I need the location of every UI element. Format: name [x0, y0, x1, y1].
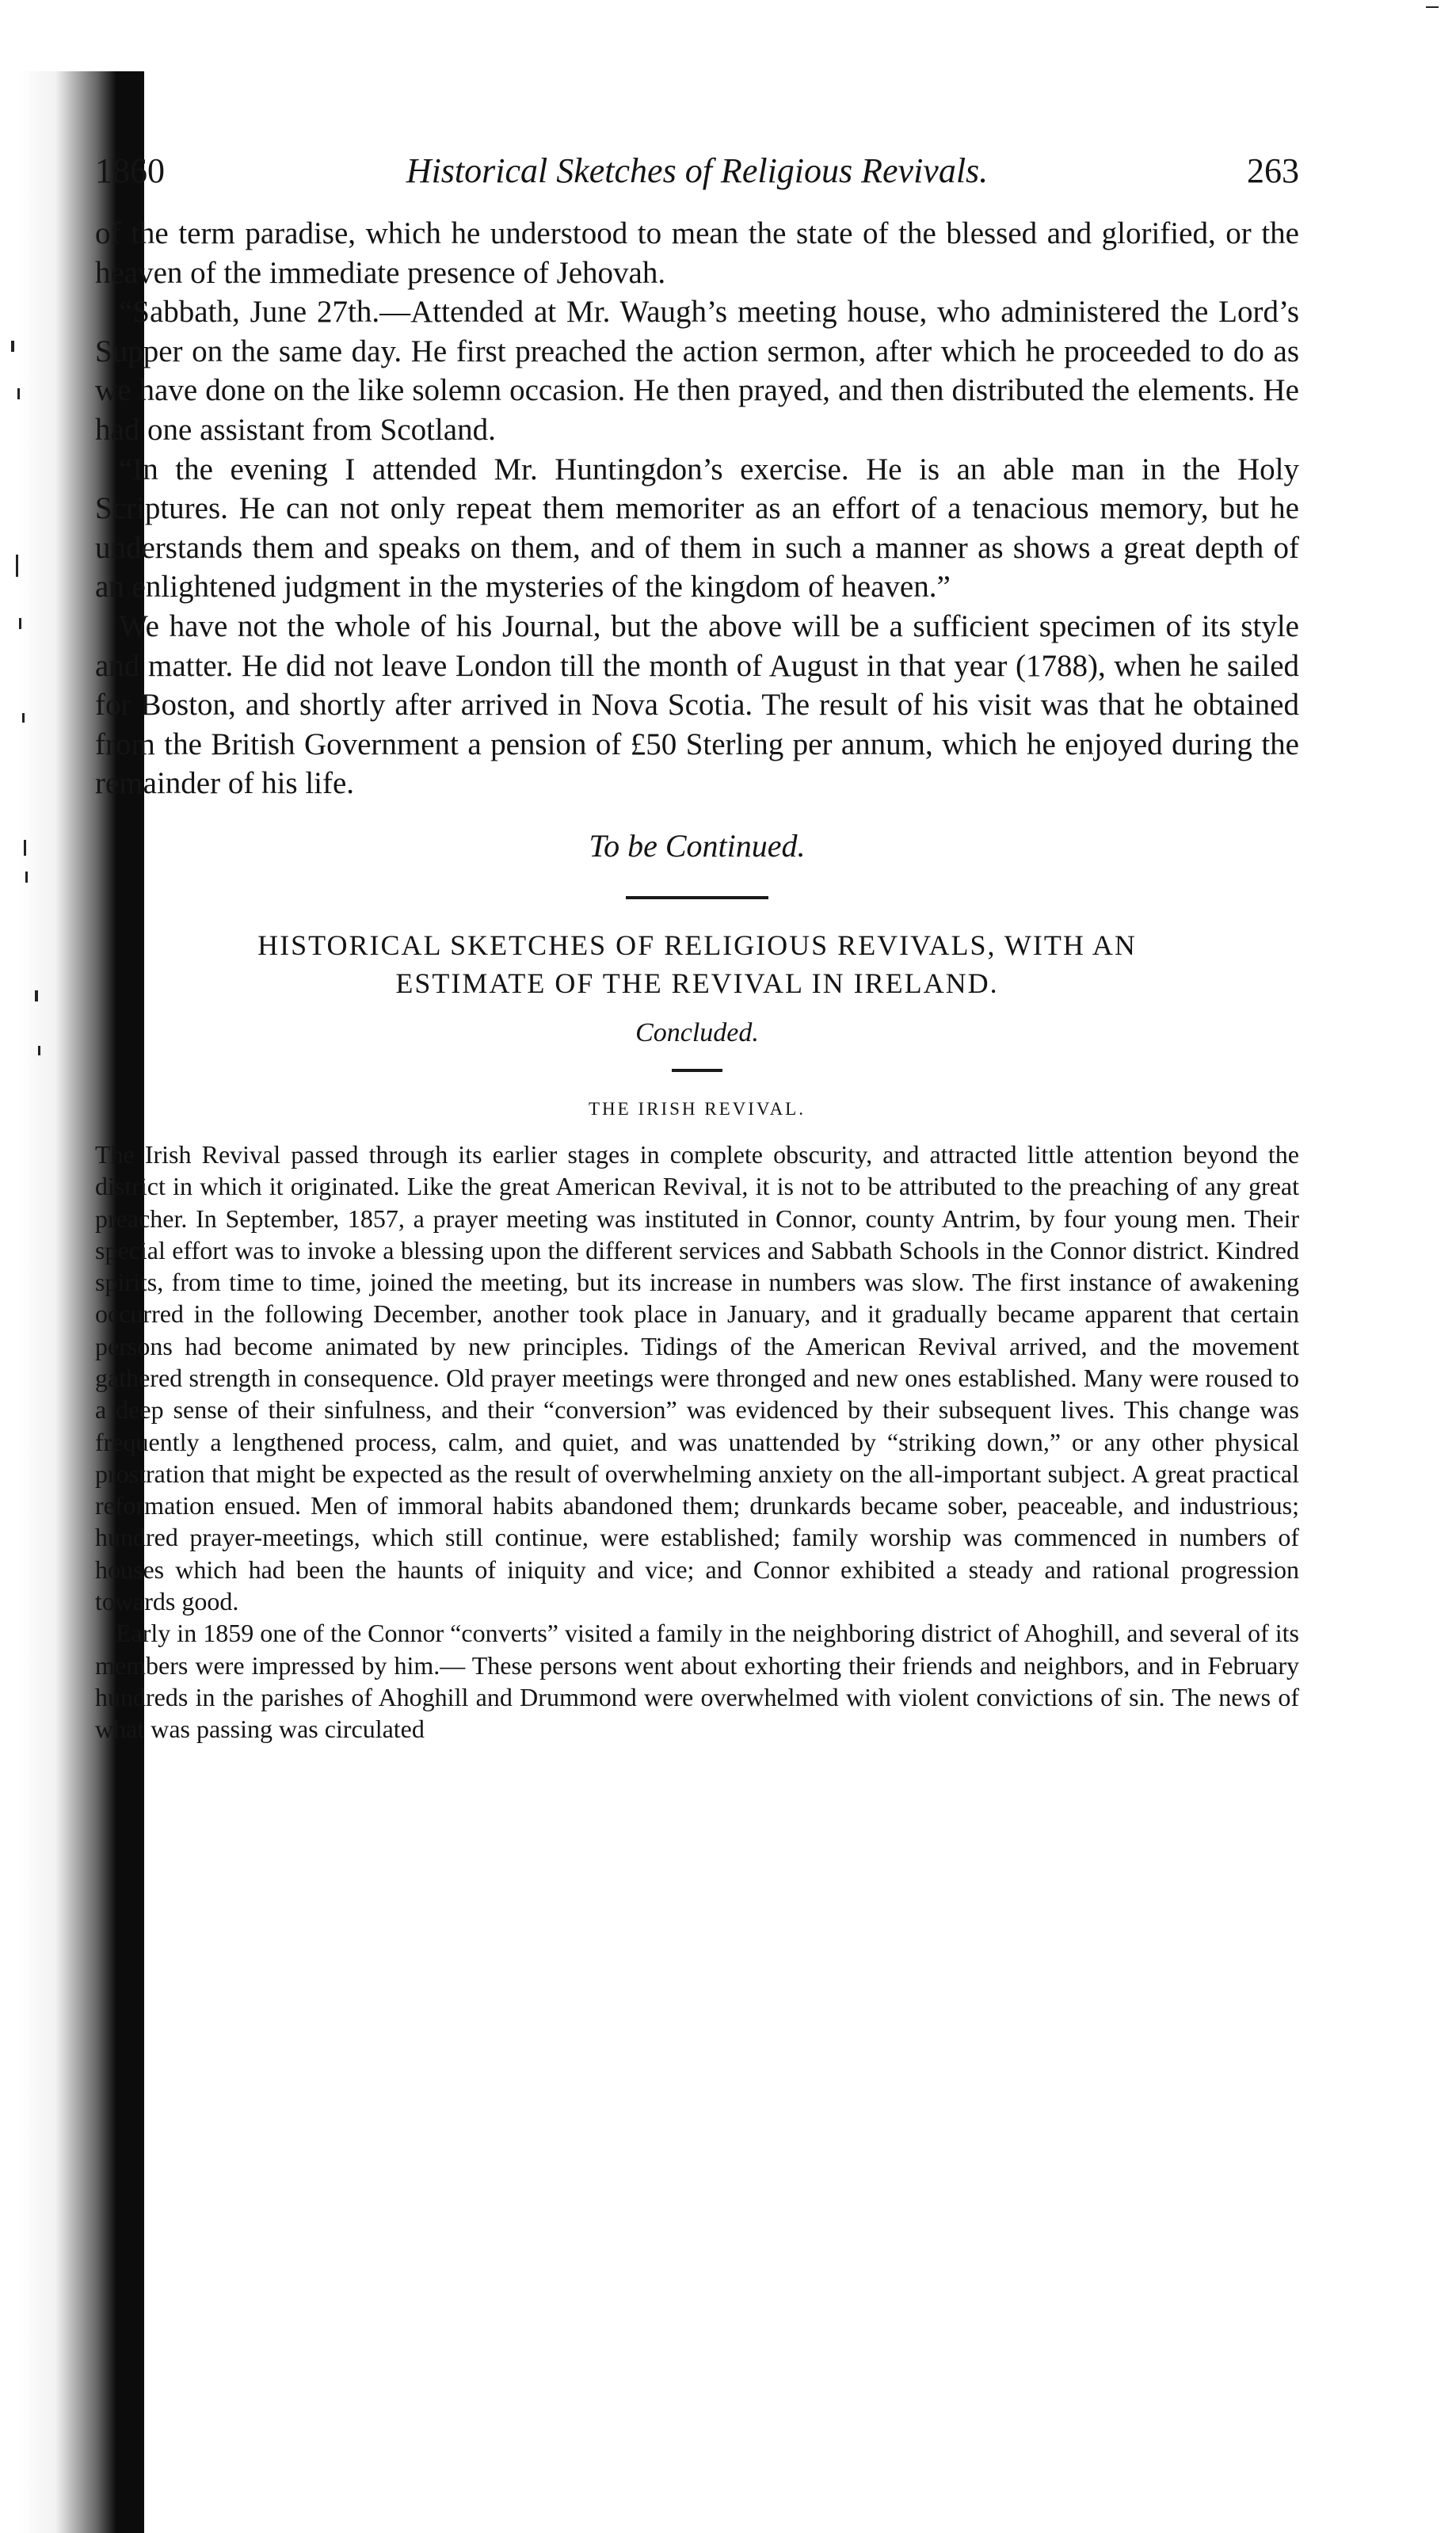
- continued-note: To be Continued.: [589, 827, 806, 864]
- revival-paragraph: The Irish Revival passed through its earlier stages in complete obscurity, and attracted little attention beyond the district in which it originated. Like the great American Revival, it is not to be attributed to the preaching of any great preacher. In September, 1857, a prayer meeting was instituted in Connor, county Antrim, by four young men. Their special effort was to invoke a blessing upon the different services and Sabbath Schools in the Connor district. Kindred spirits, from time to time, joined the meeting, but its increase in numbers was slow. The first instance of awakening occurred in the following December, another took place in January, and it gradually became apparent that certain persons had become animated by new principles. Tidings of the American Revival arrived, and the movement gathered strength in consequence. Old prayer meetings were thronged and new ones established. Many were roused to a deep sense of their sinfulness, and their “conversion” was evidenced by their subsequent lives. This change was frequently a lengthened process, calm, and quiet, and was unattended by “striking down,” or any other physical prostration that might be expected as the result of overwhelming anxiety on the all-important subject. A great practical reformation ensued. Men of immoral habits abandoned them; drunkards became sober, peaceable, and industrious; hundred prayer-meetings, which still continue, were established; family worship was commenced in numbers of houses which had been the haunts of iniquity and vice; and Connor exhibited a steady and rational progression towards good.: [95, 1139, 1299, 1616]
- section-subheading: THE IRISH REVIVAL.: [589, 1098, 806, 1119]
- running-header: [95, 143, 1299, 214]
- book-page: [95, 143, 1299, 1745]
- revival-text: [95, 1139, 1299, 1745]
- journal-paragraph: “In the evening I attended Mr. Huntingdon’s exercise. He is an able man in the Holy Scriptures. He can not only repeat them memoriter as an effort of a tenacious memory, but he understands them and speaks on them, and of them in such a manner as shows a great depth of an enlightened judgment in the mysteries of the kingdom of heaven.”: [95, 452, 1299, 605]
- journal-paragraph: We have not the whole of his Journal, but the above will be a sufficient specimen of its style and matter. He did not leave London till the month of August in that year (1788), when he sailed for Boston, and shortly after arrived in Nova Scotia. The result of his visit was that he obtained from the British Government a pension of £50 Sterling per annum, which he enjoyed during the remainder of his life.: [95, 608, 1299, 801]
- journal-paragraph: “Sabbath, June 27th.—Attended at Mr. Waugh’s meeting house, who administered the Lord’s Supper on the same day. He first preached the action sermon, after which he proceeded to do as we have done on the like solemn occasion. He then prayed, and then distributed the elements. He had one assistant from Scotland.: [95, 295, 1299, 447]
- journal-paragraph: of the term paradise, which he understood to mean the state of the blessed and glorified, or the heaven of the immediate presence of Jehovah.: [95, 216, 1299, 290]
- section-title: [95, 926, 1299, 1002]
- page-number: 263: [1247, 151, 1299, 190]
- scan-mark: [1426, 6, 1439, 8]
- short-divider: [672, 1069, 722, 1072]
- header-year: 1860: [95, 151, 165, 190]
- revival-paragraph: Early in 1859 one of the Connor “converts” visited a family in the neighboring district of Ahoghill, and several of its members were impressed by him.— These persons went about exhorting their friends and neighbors, and in February hundreds in the parishes of Ahoghill and Drummond were overwhelmed with violent convictions of sin. The news of what was passing was circulated: [95, 1619, 1299, 1744]
- journal-text: [95, 214, 1299, 803]
- section-divider: [626, 896, 768, 899]
- section-title-line-2: ESTIMATE OF THE REVIVAL IN IRELAND.: [395, 967, 999, 999]
- section-status: Concluded.: [635, 1017, 759, 1047]
- scan-specks: [0, 0, 95, 2533]
- running-title: Historical Sketches of Religious Revivals.: [406, 151, 989, 190]
- section-title-line-1: HISTORICAL SKETCHES OF RELIGIOUS REVIVALS, WITH AN: [257, 929, 1137, 961]
